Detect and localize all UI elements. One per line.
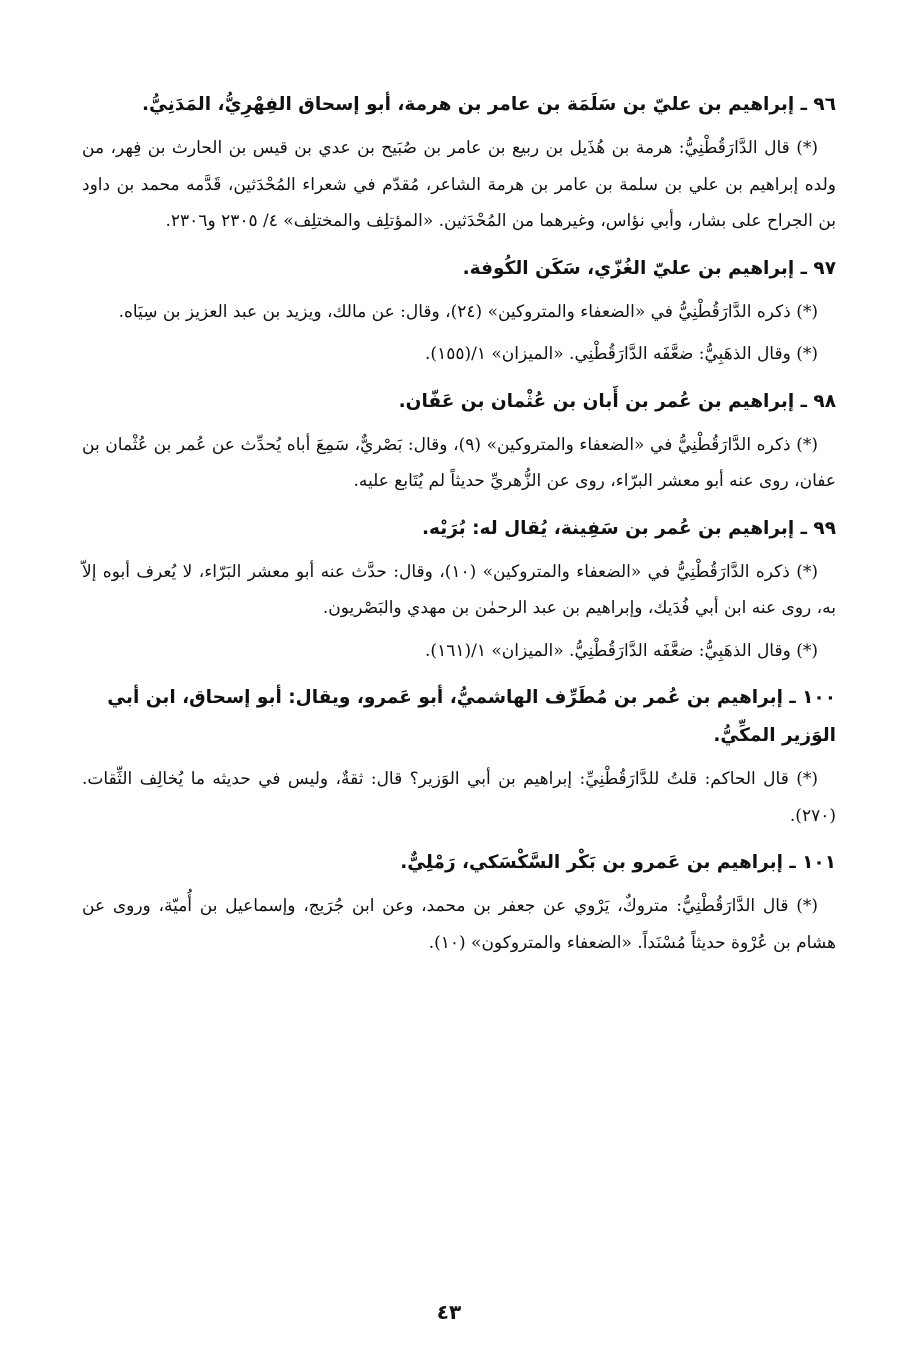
entry-heading: ١٠١ ـ إبراهيم بن عَمرو بن بَكْر السَّكْسَكي، رَمْلِيٌّ. [400,852,836,873]
entry-heading: ٩٩ ـ إبراهيم بن عُمر بن سَفِينة، يُقال له: بُرَيْه. [422,517,836,539]
entry-paragraph: (*) ذكره الدَّارَقُطْنِيُّ في «الضعفاء والمتروكين» (١٠)، وقال: حدَّث عنه أبو معشر البَرّاء، لا يُعرف أبوه إلاّ به، روى عنه ابن أبي فُدَيك، وإبراهيم بن عبد الرحمٰن بن مهدي والبَصْريون. [82,561,836,618]
entry-paragraph: (*) قال الدَّارَقُطْنِيُّ: هرمة بن هُذَيل بن ربيع بن عامر بن صُبَيح بن عدي بن قيس بن الحارث بن فِهر، من ولده إبراهيم بن علي بن سلمة بن عامر بن هرمة الشاعر، مُقدّم في شعراء المُحْدَثين، قَدَّمه محمد بن داود بن الجراح على بشار، وأبي نؤاس، وغيرهما من المُحْدَثين. «المؤتلِف والمختلِف» ٤/ ٢٣٠٥ و٢٣٠٦. [82,138,836,231]
entry-paragraph: (*) قال الحاكم: قلتُ للدَّارَقُطْنِيِّ: إبراهيم بن أبي الوَزير؟ قال: ثقةٌ، وليس في حديثه ما يُخالِف الثِّقات. (٢٧٠). [82,769,836,826]
entry-paragraph: (*) قال الدَّارَقُطْنِيُّ: متروكٌ، يَرْوي عن جعفر بن محمد، وعن ابن جُرَيج، وإسماعيل بن أُميّة، وروى عن هشام بن عُرْوة حديثاً مُسْنَداً. «الضعفاء والمتروكون» (١٠). [82,896,836,953]
entry-paragraph: (*) وقال الذهَبِيُّ: ضعَّفَه الدَّارَقُطْنِي. «الميزان» ١/(١٥٥). [425,344,818,364]
entry-heading: ٩٦ ـ إبراهيم بن عليّ بن سَلَمَة بن عامر بن هرمة، أبو إسحاق الفِهْرِيُّ، المَدَنِيُّ. [142,94,836,115]
entry-heading: ٩٨ ـ إبراهيم بن عُمر بن أَبان بن عُثْمان بن عَفّان. [398,390,836,412]
entry-96 [82,86,836,240]
entry-heading: ١٠٠ ـ إبراهيم بن عُمر بن مُطَرِّف الهاشميُّ، أبو عَمرو، ويقال: أبو إسحاق، ابن أبي الوَزير المكِّيُّ. [107,687,836,746]
entry-paragraph: (*) وقال الذهَبِيُّ: ضعَّفَه الدَّارَقُطْنِيُّ. «الميزان» ١/(١٦١). [425,640,818,661]
entry-heading: ٩٧ ـ إبراهيم بن عليّ الغُزّي، سَكَن الكُوفة. [462,257,836,279]
entry-paragraph: (*) ذكره الدَّارَقُطْنِيُّ في «الضعفاء والمتروكين» (٢٤)، وقال: عن مالك، ويزيد بن عبد العزيز بن سِيَاه. [118,301,818,322]
entry-paragraph: (*) ذكره الدَّارَقُطْنِيُّ في «الضعفاء والمتروكين» (٩)، وقال: بَصْريٌّ، سَمِعَ أباه يُحدِّث عن عُمر بن عُثْمان بن عفان، روى عنه أبو معشر البرّاء، روى عن الزُّهريِّ حديثاً لم يُتَابع عليه. [82,434,836,491]
entry-98 [82,383,836,500]
entry-100 [82,679,836,834]
page-body [82,86,836,971]
entry-97 [82,250,836,373]
entry-99 [82,510,836,670]
page-number: ٤٣ [436,1300,462,1324]
entry-101 [82,844,836,961]
